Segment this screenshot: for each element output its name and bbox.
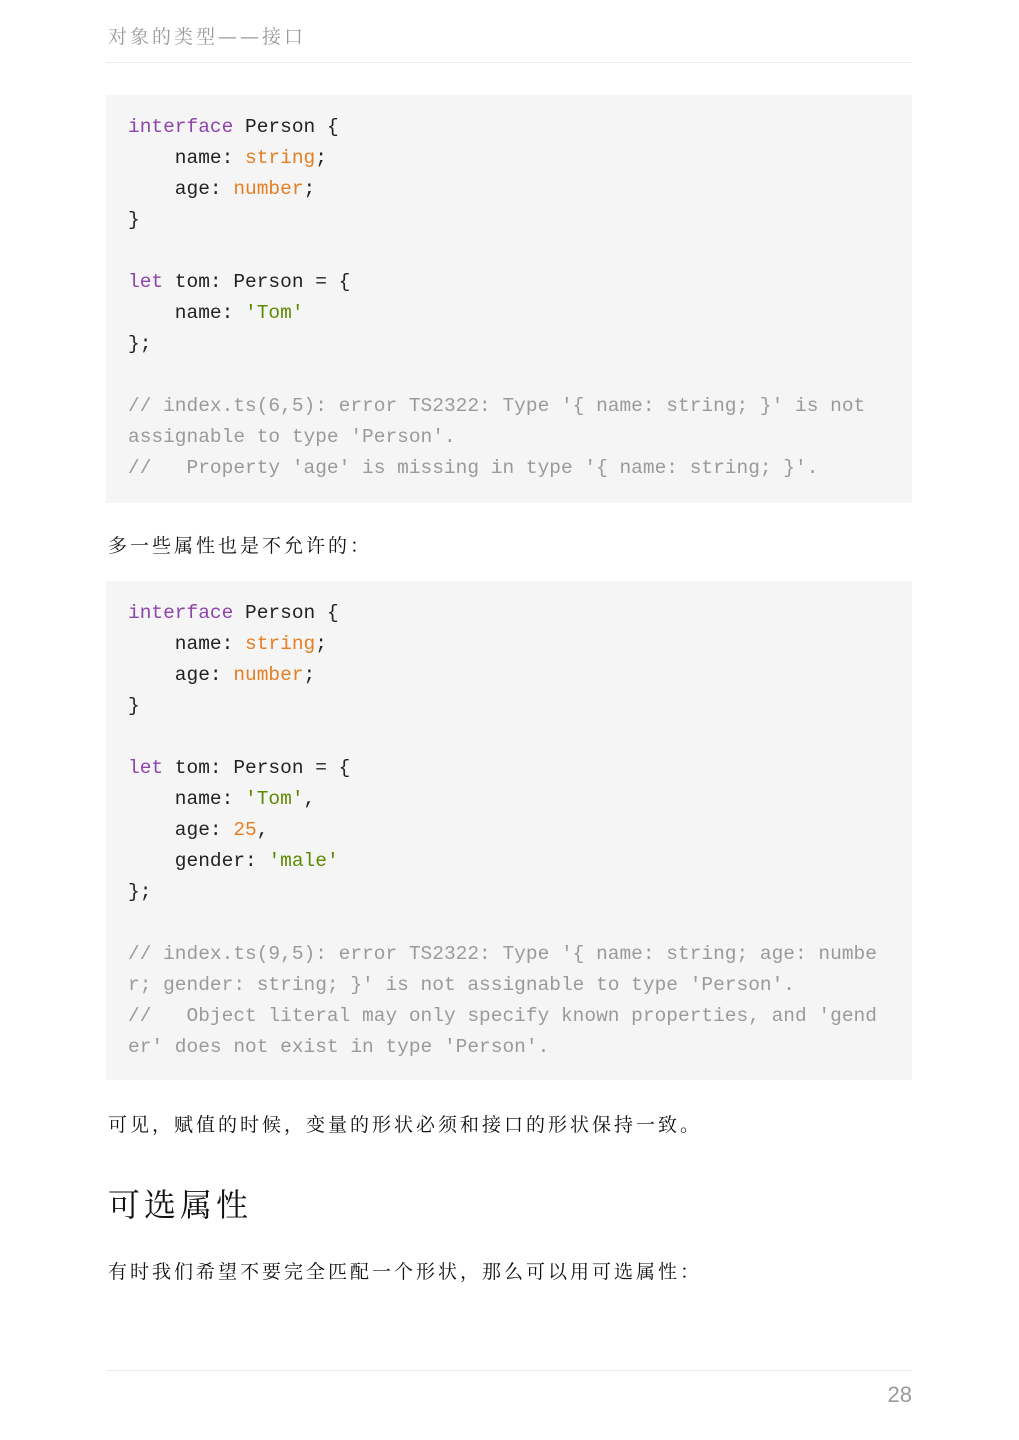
- code-token-com: // index.ts(9,5): error TS2322: Type '{ name: string; age: numbe: [128, 943, 877, 965]
- code-line: [128, 422, 456, 453]
- paragraph-shape-must-match: 可见，赋值的时候，变量的形状必须和接口的形状保持一致。: [108, 1114, 703, 1136]
- code-token-type: string: [245, 147, 316, 169]
- code-line: [128, 1032, 549, 1063]
- code-line: [128, 298, 304, 329]
- code-token-plain: tom: Person = {: [163, 271, 351, 293]
- code-line: [128, 174, 315, 205]
- code-line: [128, 1001, 877, 1032]
- section-heading-optional-properties: 可选属性: [108, 1186, 253, 1224]
- code-token-plain: age:: [128, 178, 234, 200]
- code-token-com: // index.ts(6,5): error TS2322: Type '{ name: string; }' is not: [128, 395, 866, 417]
- code-token-plain: };: [128, 333, 152, 355]
- code-token-kw: interface: [128, 116, 234, 138]
- code-token-plain: ,: [256, 819, 269, 841]
- code-token-plain: }: [128, 695, 140, 717]
- code-token-str: 'male': [268, 850, 339, 872]
- code-line: [128, 453, 818, 484]
- code-block-missing-property: [106, 95, 912, 503]
- code-token-plain: age:: [128, 819, 234, 841]
- code-token-com: // Object literal may only specify known properties, and 'gend: [128, 1005, 877, 1027]
- code-block-extra-property: [106, 581, 912, 1080]
- code-line: [128, 784, 315, 815]
- code-token-plain: ;: [303, 178, 316, 200]
- code-line: [128, 691, 140, 722]
- code-line: [128, 205, 140, 236]
- code-token-plain: ;: [303, 664, 316, 686]
- code-token-kw: interface: [128, 602, 234, 624]
- code-token-kw: let: [128, 757, 164, 779]
- code-line: [128, 391, 865, 422]
- code-token-plain: ,: [303, 788, 316, 810]
- code-token-type: string: [245, 633, 316, 655]
- code-token-plain: tom: Person = {: [163, 757, 351, 779]
- code-token-plain: name:: [128, 633, 246, 655]
- code-token-plain: name:: [128, 302, 246, 324]
- code-token-plain: name:: [128, 788, 246, 810]
- code-line: [128, 112, 339, 143]
- code-token-plain: }: [128, 209, 140, 231]
- code-line: [128, 598, 339, 629]
- code-line: [128, 629, 327, 660]
- code-token-plain: name:: [128, 147, 246, 169]
- code-token-com: assignable to type 'Person'.: [128, 426, 456, 448]
- code-token-plain: };: [128, 881, 152, 903]
- code-line: [128, 877, 151, 908]
- code-line: [128, 815, 268, 846]
- footer-divider: [106, 1370, 912, 1371]
- paragraph-optional-intro: 有时我们希望不要完全匹配一个形状，那么可以用可选属性：: [108, 1261, 703, 1283]
- code-token-com: r; gender: string; }' is not assignable to type 'Person'.: [128, 974, 796, 996]
- code-line: [128, 753, 350, 784]
- code-line: [128, 329, 151, 360]
- code-token-type: number: [233, 178, 304, 200]
- code-line: [128, 267, 350, 298]
- code-token-kw: let: [128, 271, 164, 293]
- code-line: [128, 939, 877, 970]
- code-token-plain: Person {: [233, 602, 339, 624]
- header-divider: [106, 62, 912, 63]
- code-token-type: number: [233, 664, 304, 686]
- code-token-plain: ;: [315, 633, 327, 655]
- code-token-com: // Property 'age' is missing in type '{ name: string; }'.: [128, 457, 819, 479]
- code-token-str: 'Tom': [245, 302, 304, 324]
- code-token-plain: gender:: [128, 850, 269, 872]
- paragraph-extra-properties: 多一些属性也是不允许的：: [108, 535, 373, 557]
- running-header-title: 对象的类型——接口: [108, 26, 307, 48]
- page-number: 28: [887, 1382, 912, 1407]
- code-token-num: 25: [233, 819, 257, 841]
- code-line: [128, 846, 339, 877]
- code-token-str: 'Tom': [245, 788, 304, 810]
- code-token-plain: Person {: [233, 116, 339, 138]
- code-token-plain: ;: [315, 147, 327, 169]
- code-token-plain: age:: [128, 664, 234, 686]
- code-line: [128, 660, 315, 691]
- code-token-com: er' does not exist in type 'Person'.: [128, 1036, 550, 1058]
- code-line: [128, 143, 327, 174]
- code-line: [128, 970, 795, 1001]
